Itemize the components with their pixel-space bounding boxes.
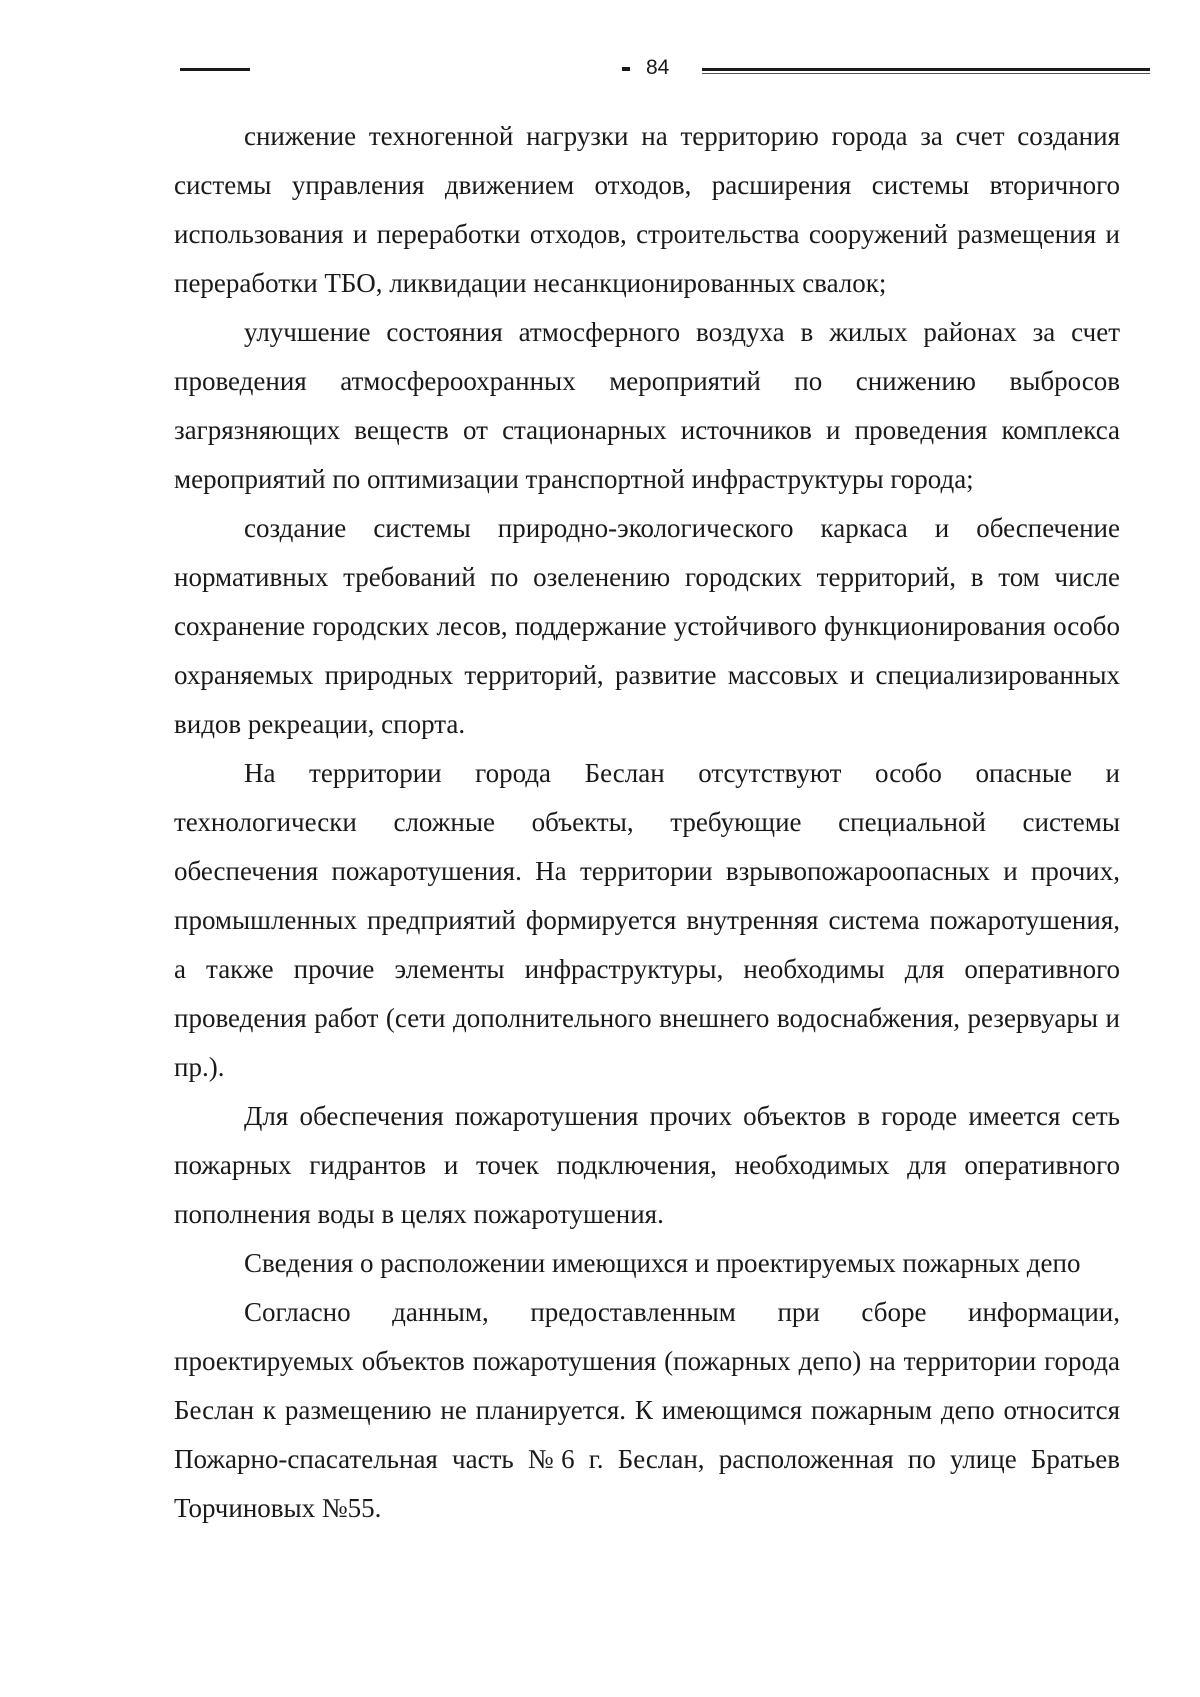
paragraph-fire-depot-info: Согласно данным, предоставленным при сборе информации, проектируемых объектов пожаротушения (пожарных депо) на территории города Беслан к размещению не планируется. К имеющимся пожарным депо относится Пожарно-спасательная часть №6 г. Беслан, расположенная по улице Братьев Торчиновых №55. [174,1297,1120,1523]
paragraph-ecological-framework: создание системы природно-экологического каркаса и обеспечение нормативных требований по озеленению городских территорий, в том числе сохранение городских лесов, поддержание устойчивого функционирования особо охраняемых природных территорий, развитие массовых и специализированных видов рекреации, спорта. [174,513,1120,739]
document-body [174,112,1120,1533]
paragraph-waste-reduction: снижение техногенной нагрузки на территорию города за счет создания системы управления движением отходов, расширения системы вторичного использования и переработки отходов, строительства сооружений размещения и переработки ТБО, ликвидации несанкционированных свалок; [174,121,1120,298]
paragraph-fire-depot-heading: Сведения о расположении имеющихся и проектируемых пожарных депо [244,1248,1081,1278]
header-dash [622,67,630,71]
header-rule-left [180,68,250,71]
page-number: 84 [646,56,670,79]
paragraph-fire-safety-objects: На территории города Беслан отсутствуют особо опасные и технологически сложные объекты, требующие специальной системы обеспечения пожаротушения. На территории взрывопожароопасных и прочих, промышленных предприятий формируется внутренняя система пожаротушения, а также прочие элементы инфраструктуры, необходимы для оперативного проведения работ (сети дополнительного внешнего водоснабжения, резервуары и пр.). [174,758,1120,1082]
paragraph-fire-hydrants: Для обеспечения пожаротушения прочих объектов в городе имеется сеть пожарных гидрантов и точек подключения, необходимых для оперативного пополнения воды в целях пожаротушения. [174,1101,1120,1229]
header-rule-right [702,68,1150,71]
page-header [0,52,1200,92]
paragraph-air-quality: улучшение состояния атмосферного воздуха в жилых районах за счет проведения атмосфероохранных мероприятий по снижению выбросов загрязняющих веществ от стационарных источников и проведения комплекса мероприятий по оптимизации транспортной инфраструктуры города; [174,317,1120,494]
